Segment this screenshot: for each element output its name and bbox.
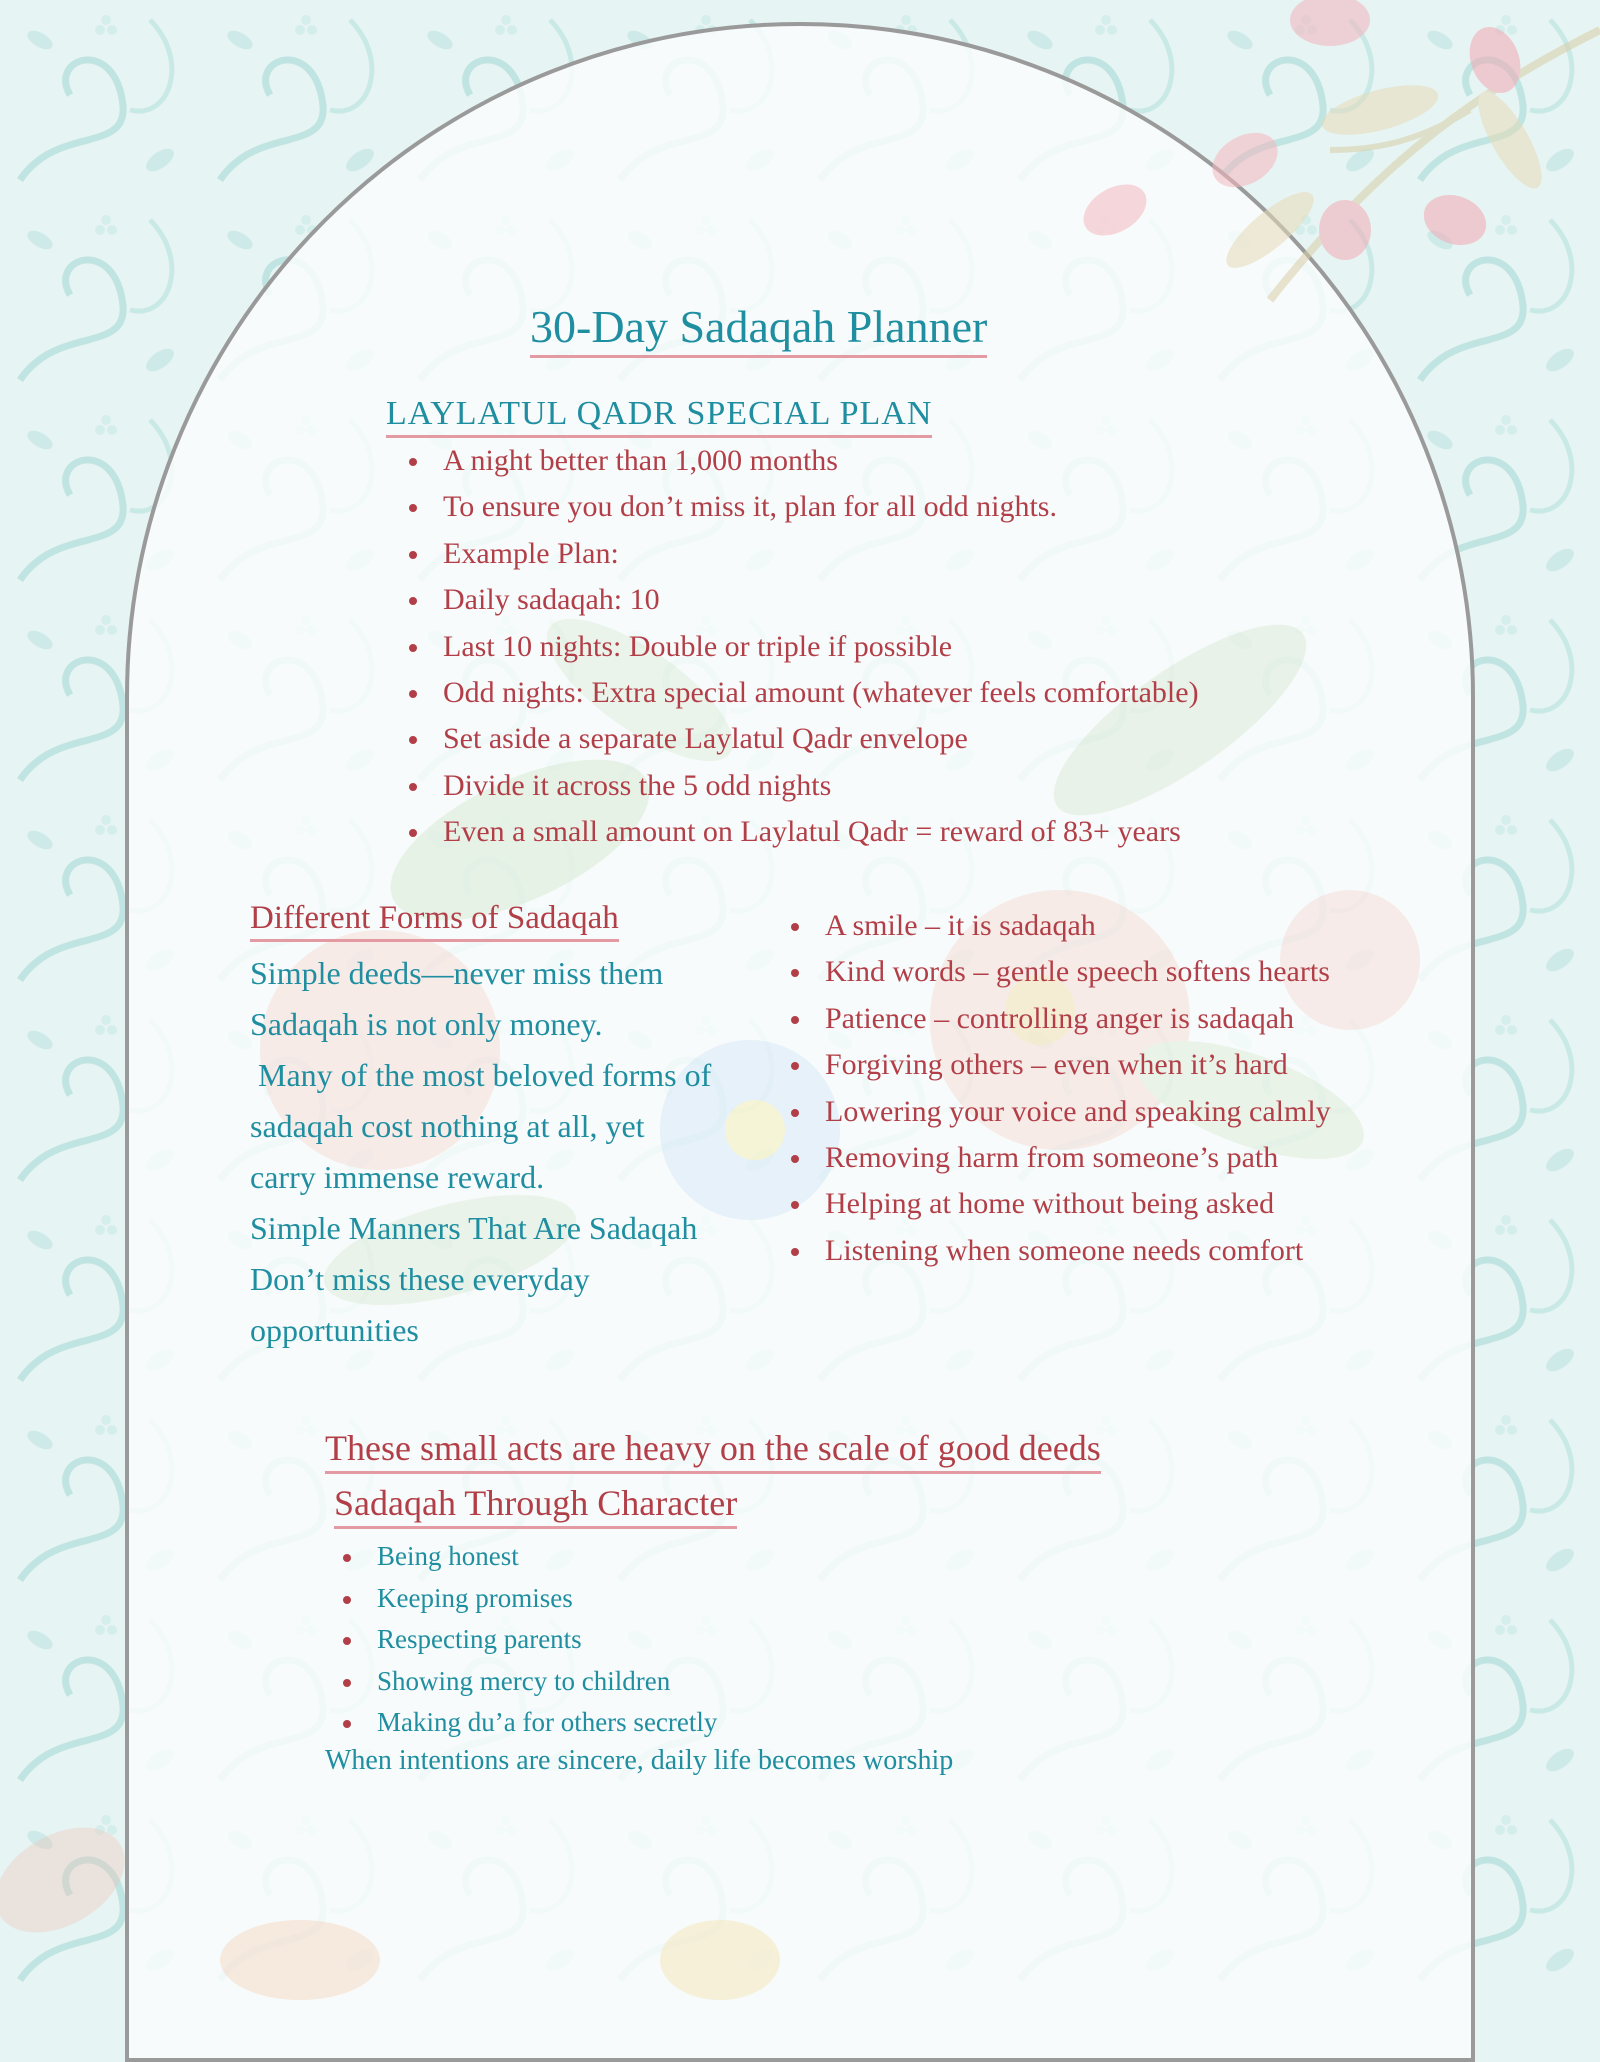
list-item: Making du’a for others secretly xyxy=(340,1702,940,1744)
list-item: Removing harm from someone’s path xyxy=(788,1135,1368,1181)
list-item: Helping at home without being asked xyxy=(788,1181,1368,1227)
text-line: Many of the most beloved forms of xyxy=(250,1057,712,1093)
list-item: Odd nights: Extra special amount (whatever feels comfortable) xyxy=(407,670,1307,716)
list-item: Kind words – gentle speech softens hearts xyxy=(788,949,1368,995)
text-line: Simple deeds—never miss them xyxy=(250,955,664,991)
forms-of-sadaqah-text xyxy=(250,948,790,1356)
list-item: Respecting parents xyxy=(340,1619,940,1661)
simple-deeds-list xyxy=(788,903,1368,1274)
character-heading: Sadaqah Through Character xyxy=(334,1482,737,1529)
text-line: Simple Manners That Are Sadaqah xyxy=(250,1210,698,1246)
good-deeds-note: These small acts are heavy on the scale of good deeds xyxy=(325,1427,1101,1474)
list-item: Example Plan: xyxy=(407,531,1307,577)
list-item: Being honest xyxy=(340,1536,940,1578)
list-item: Divide it across the 5 odd nights xyxy=(407,763,1307,809)
list-item: Set aside a separate Laylatul Qadr envelope xyxy=(407,716,1307,762)
footer-note: When intentions are sincere, daily life becomes worship xyxy=(325,1745,954,1776)
list-item: Showing mercy to children xyxy=(340,1661,940,1703)
list-item: A night better than 1,000 months xyxy=(407,438,1307,484)
list-item: Patience – controlling anger is sadaqah xyxy=(788,996,1368,1042)
list-item: Daily sadaqah: 10 xyxy=(407,577,1307,623)
list-item: Last 10 nights: Double or triple if possible xyxy=(407,624,1307,670)
text-line: sadaqah cost nothing at all, yet xyxy=(250,1108,645,1144)
text-line: Sadaqah is not only money. xyxy=(250,1006,603,1042)
laylatul-qadr-heading: LAYLATUL QADR SPECIAL PLAN xyxy=(386,395,932,438)
list-item: Lowering your voice and speaking calmly xyxy=(788,1089,1368,1135)
text-line: carry immense reward. xyxy=(250,1159,545,1195)
page-title: 30-Day Sadaqah Planner xyxy=(530,300,987,358)
text-line: Don’t miss these everyday xyxy=(250,1261,590,1297)
text-line: opportunities xyxy=(250,1312,419,1348)
forms-of-sadaqah-heading: Different Forms of Sadaqah xyxy=(250,900,619,942)
list-item: A smile – it is sadaqah xyxy=(788,903,1368,949)
list-item: Listening when someone needs comfort xyxy=(788,1228,1368,1274)
list-item: Forgiving others – even when it’s hard xyxy=(788,1042,1368,1088)
list-item: Even a small amount on Laylatul Qadr = reward of 83+ years xyxy=(407,809,1307,855)
list-item: Keeping promises xyxy=(340,1578,940,1620)
laylatul-qadr-plan-list xyxy=(407,438,1307,856)
list-item: To ensure you don’t miss it, plan for all odd nights. xyxy=(407,484,1307,530)
character-list xyxy=(340,1536,940,1744)
